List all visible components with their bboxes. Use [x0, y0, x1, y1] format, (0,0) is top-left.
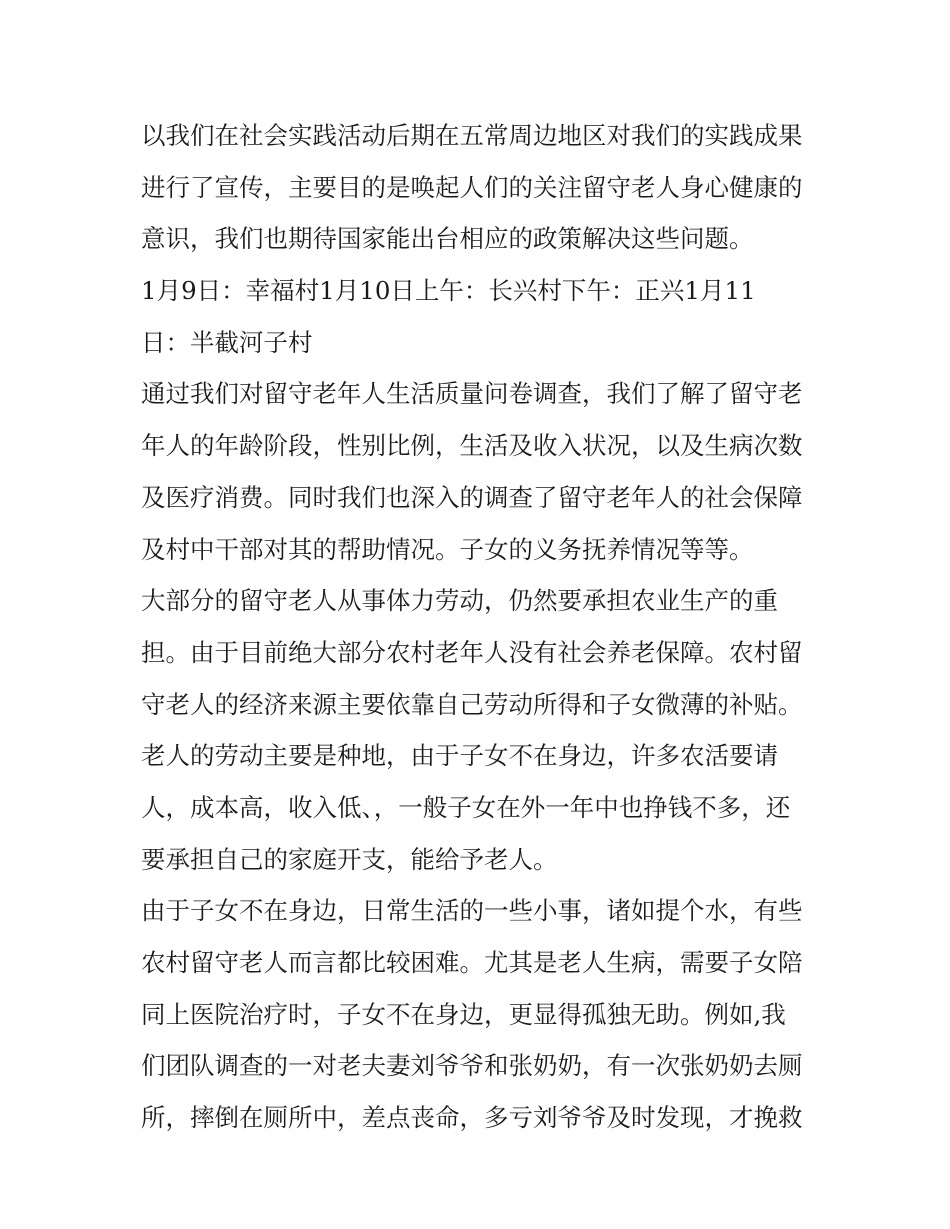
text-line: 农村留守老人而言都比较困难。尤其是老人生病，需要子女陪 — [141, 948, 803, 977]
text-line: 年人的年龄阶段，性别比例，生活及收入状况，以及生病次数 — [141, 431, 803, 461]
text-line: 担。由于目前绝大部分农村老年人没有社会养老保障。农村留 — [141, 637, 803, 667]
document-body — [141, 110, 821, 1144]
text-line: 以我们在社会实践活动后期在五常周边地区对我们的实践成果 — [141, 121, 803, 150]
text-line: 同上医院治疗时，子女不在身边，更显得孤独无助。例如,我 — [141, 999, 786, 1029]
text-line: 及村中干部对其的帮助情况。子女的义务抚养情况等等。 — [141, 534, 754, 564]
text-line: 进行了宣传，主要目的是唤起人们的关注留守老人身心健康的 — [141, 172, 803, 202]
text-line: 守老人的经济来源主要依靠自己劳动所得和子女微薄的补贴。 — [141, 689, 803, 719]
text-line: 大部分的留守老人从事体力劳动，仍然要承担农业生产的重 — [141, 586, 778, 616]
text-line: 所，摔倒在厕所中，差点丧命，多亏刘爷爷及时发现，才挽救 — [141, 1103, 803, 1133]
text-line: 要承担自己的家庭开支，能给予老人。 — [141, 844, 558, 874]
text-line: 意识，我们也期待国家能出台相应的政策解决这些问题。 — [141, 224, 754, 254]
text-line: 老人的劳动主要是种地，由于子女不在身边，许多农活要请 — [141, 741, 778, 771]
text-line: 1月9日：幸福村1月10日上午：长兴村下午：正兴1月11 — [141, 276, 756, 306]
text-line: 人，成本高，收入低、，一般子女在外一年中也挣钱不多，还 — [141, 792, 791, 822]
text-line: 通过我们对留守老年人生活质量问卷调查，我们了解了留守老 — [141, 379, 803, 409]
text-line: 由于子女不在身边，日常生活的一些小事，诸如提个水，有些 — [141, 896, 803, 926]
text-line: 日：半截河子村 — [141, 327, 313, 357]
text-line: 及医疗消费。同时我们也深入的调查了留守老年人的社会保障 — [141, 482, 803, 512]
text-line: 们团队调查的一对老夫妻刘爷爷和张奶奶，有一次张奶奶去厕 — [141, 1051, 803, 1081]
